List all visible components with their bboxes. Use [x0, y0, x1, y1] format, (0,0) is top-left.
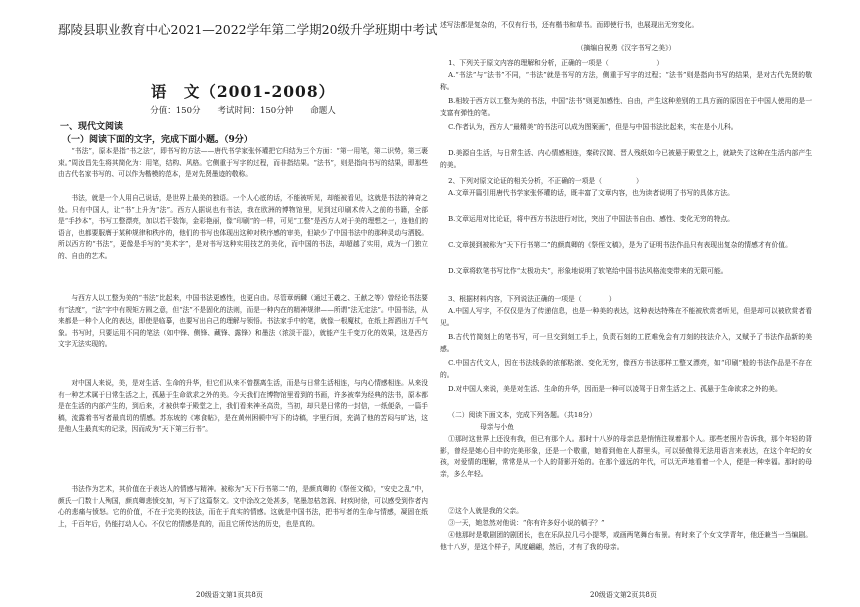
story-paragraph: ②这个人就是我的父亲。: [448, 507, 523, 515]
question-1: 1、下列关于原文内容的理解和分析，正确的一项是（ ）: [448, 59, 664, 67]
passage-paragraph: 书法，就是一个人用自己说话，是世界上最美的独语。一个人心底的话，不能被听见，却能被看见，这就是书法的神奇之处。只有中国人，让“书”上升为“法”。西方人据说也有书法，我在欧洲的博物馆里，见到过印刷术传入之前的书籍，全部是“手抄本”，书写工整漂亮，加以若干装饰，金彩艳丽，像“印刷”的一样，可见“工整”是西方人对于美的理想之一，连他们的语言，也都要服膺于某种规律和秩序的，他们的书写也体现出这种对秩序感的审美，但缺少了中国书法中的那种灵动与洒脱。所以西方的“书法”，更像是手写的“美术字”，是对书写这种实用技艺的美化，而中国的书法，却超越了实用，成为一门独立的、自由的艺术。: [58, 194, 428, 260]
subsection-heading: （一）阅读下面的文字，完成下面小题。（9分）: [62, 135, 253, 145]
option-2c: C.文章援到被称为“天下行书第二”的颜真卿的《祭侄文稿》，是为了证明书法作品只有表现出复杂的情感才有价值。: [448, 241, 792, 249]
passage-paragraph: 书法作为艺术，其价值在于表达人的情感与精神。被称为“天下行书第二”的，是颜真卿的《祭侄文稿》，“安史之乱”中，颜氏一门数十人殉国，颜真卿悲愤交加，写下了这篇祭文。文中涂改之处甚多，笔墨忽枯忽润、时疾时徐，可以感受到作者内心的悲痛与愤怒。它的价值，不在于完美的技法，而在于真实的情感。这就是中国书法，把书写者的生命与情感，凝固在纸上，千百年后，仍能打动人心。不仅它的情感是真的，而且它所传达的历史，也是真的。: [58, 485, 428, 528]
passage-paragraph: 与西方人以工整为美的“书法”比起来，中国书法更感性，也更自由。尽管章炳麟（通过王羲之、王献之等）曾经论书法要有“法度”，“法”字中有规矩方圆之意，但“法”不是固化的法则，而是一种内在的精神规律——所谓“法无定法”。中国书法，从来都是一种个人化的表达，即使是临摹，也要写出自己的理解与领悟。书法家手中的笔，就像一根魔杖，在纸上挥洒出万千气象。书写时，只要运用不同的笔法（如中锋、侧锋、藏锋、露锋）和墨法（浓淡干湿），就能产生千变万化的效果，这是西方文字无法实现的。: [58, 294, 428, 349]
passage-continuation: 述写法都是复杂的，不仅有行书，还有楷书和草书。而即使行书，也展现出无穷变化。: [440, 21, 699, 29]
option-1c: C.作者认为，西方人“最精美”的书法可以成为图案画”，但是与中国书法比起来，实在是小儿科。: [448, 123, 738, 131]
question-3: 3、根据材料内容，下列说法正确的一项是（ ）: [448, 295, 616, 303]
page-number: 20级语文第1页共8页: [196, 591, 263, 599]
option-3b: B.古代竹简刻上的笔书写，可一旦交到刻工手上，负责石刻的工匠难免会有刀刻的技法介入，又赋予了书法作品新的美感。: [440, 333, 812, 353]
story-paragraph: ③一天，她忽然对他说：“你有许多好小说的稿子？”: [448, 519, 605, 527]
story-paragraph: ④他那时是歌剧团的剧团长，也在乐队拉几弓小提琴，或画两笔舞台布景。有时来了个女文学青年，他还兼当一当编剧。他十八岁，是这个样子，风度翩翩，然后，才有了我的母亲。: [440, 531, 812, 551]
option-1a: A.“书法”与“法书”不同，“书法”就是书写的方法，侧重于写字的过程；“法书”则是指向书写的结果，是对古代先贤的敬称。: [440, 71, 812, 91]
option-3a: A.中国人写字，不仅仅是为了传递信息，也是一种美的表达，这种表达特殊在不能被欣赏者听见，但是却可以被欣赏者看见。: [440, 307, 812, 327]
option-2d: D.文章将软笔书写比作“太极功夫”，形象地说明了软笔给中国书法风格流变带来的无限可能。: [448, 267, 728, 275]
page-number: 20级语文第2页共8页: [590, 591, 657, 599]
option-3d: D.对中国人来说，美是对生活、生命的升华，因而是一种可以凌驾于日常生活之上、孤悬于生命欲求之外的美。: [448, 385, 782, 393]
option-3c: C.中国古代文人，因在书法线条的浓郁粘滚、变化无穷，像西方书法那样工整又漂亮，如“印刷”般的书法作品是不存在的。: [440, 359, 812, 379]
subject-title: 语 文（2001-2008）: [150, 82, 336, 101]
question-2: 2、下列对原文论证的相关分析，不正确的一项是（ ）: [448, 177, 643, 185]
passage-paragraph: 对中国人来说，美，是对生活、生命的升华，但它们从来不曾摆离生活，而是与日常生活相连，与内心情感相连。从来没有一种艺术属于日常生活之上，孤悬于生命欲求之外的美。今天我们在博物馆里看到的书画，许多被奉为经典的法书，原本都是在生活的内部产生的，到后来，才被供奉于殿堂之上，我们看来神圣高贵，当初，却只是日常的一封信，一纸便条，一篇手稿，流露着书写者最真切的情感。苏东坡的《寒食帖》，是在黄州困顿中写下的诗稿，字里行间，充满了他的苦闷与旷达，这是他人生最真实的记录，因而成为“天下第三行书”。: [58, 379, 428, 434]
section-2-heading: （二）阅读下面文本，完成下列各题。（共18分）: [448, 411, 597, 419]
passage-source: （摘编自祝勇《汉字书写之美》）: [576, 44, 676, 52]
option-1b: B.相较于西方以工整为美的书法，中国“法书”则更加感性、自由，产生这种差别的工具方面的原因在于中国人使用的是一支富有弹性的笔。: [440, 97, 812, 117]
option-2a: A.文章开篇引用唐代书学家张怀瓘的话，既丰富了文章内容，也为读者说明了书写的具体方法。: [448, 189, 734, 197]
exam-meta: 分值：150分 考试时间：150分钟 命题人: [150, 106, 336, 116]
story-paragraph: ①那时这世界上还没有我，但已有那个人。那时十八岁的母亲总是悄悄注视着那个人。那些老照片告诉我，那个年轻的背影，曾经是她心目中的完美形象，还是一个敬重，她看到他在人群里头，可以骄傲得无法用语言来表达，在这个年纪的女孩，对爱情的理解，常常是从一个人的背影开始的。在那个遥远的年代，可以无声地看着一个人，便是一种幸福。那时的母亲，多么年轻。: [440, 435, 812, 478]
option-2b: B.文章运用对比论证，将中西方书法进行对比，突出了中国法书自由、感性、变化无穷的特点。: [448, 215, 734, 223]
section-heading: 一、现代文阅读: [60, 122, 124, 132]
option-1d: D.美源自生活，与日常生活、内心情感相连，秦砖汉简、晋人残纸如今已被悬于殿堂之上，就缺失了这种在生活内部产生的美。: [440, 149, 812, 169]
exam-title: 鄢陵县职业教育中心2021—2022学年第二学期20级升学班期中考试: [58, 22, 438, 37]
passage-paragraph: “书法”，原本是指“书之法”，即书写的方法——唐代书学家张怀瓘把它归结为三个方面：“第一用笔，第二识势，第三裹束。”周汝昌先生将其简化为：用笔，结构、风格。它侧重于写字的过程，而非指结果。“法书”，则是指向书写的结果，即那些由古代名家书写的、可以作为楷模的范本，是对先贤墨迹的敬称。: [58, 147, 428, 179]
story-title: 母亲与小鱼: [480, 423, 514, 431]
